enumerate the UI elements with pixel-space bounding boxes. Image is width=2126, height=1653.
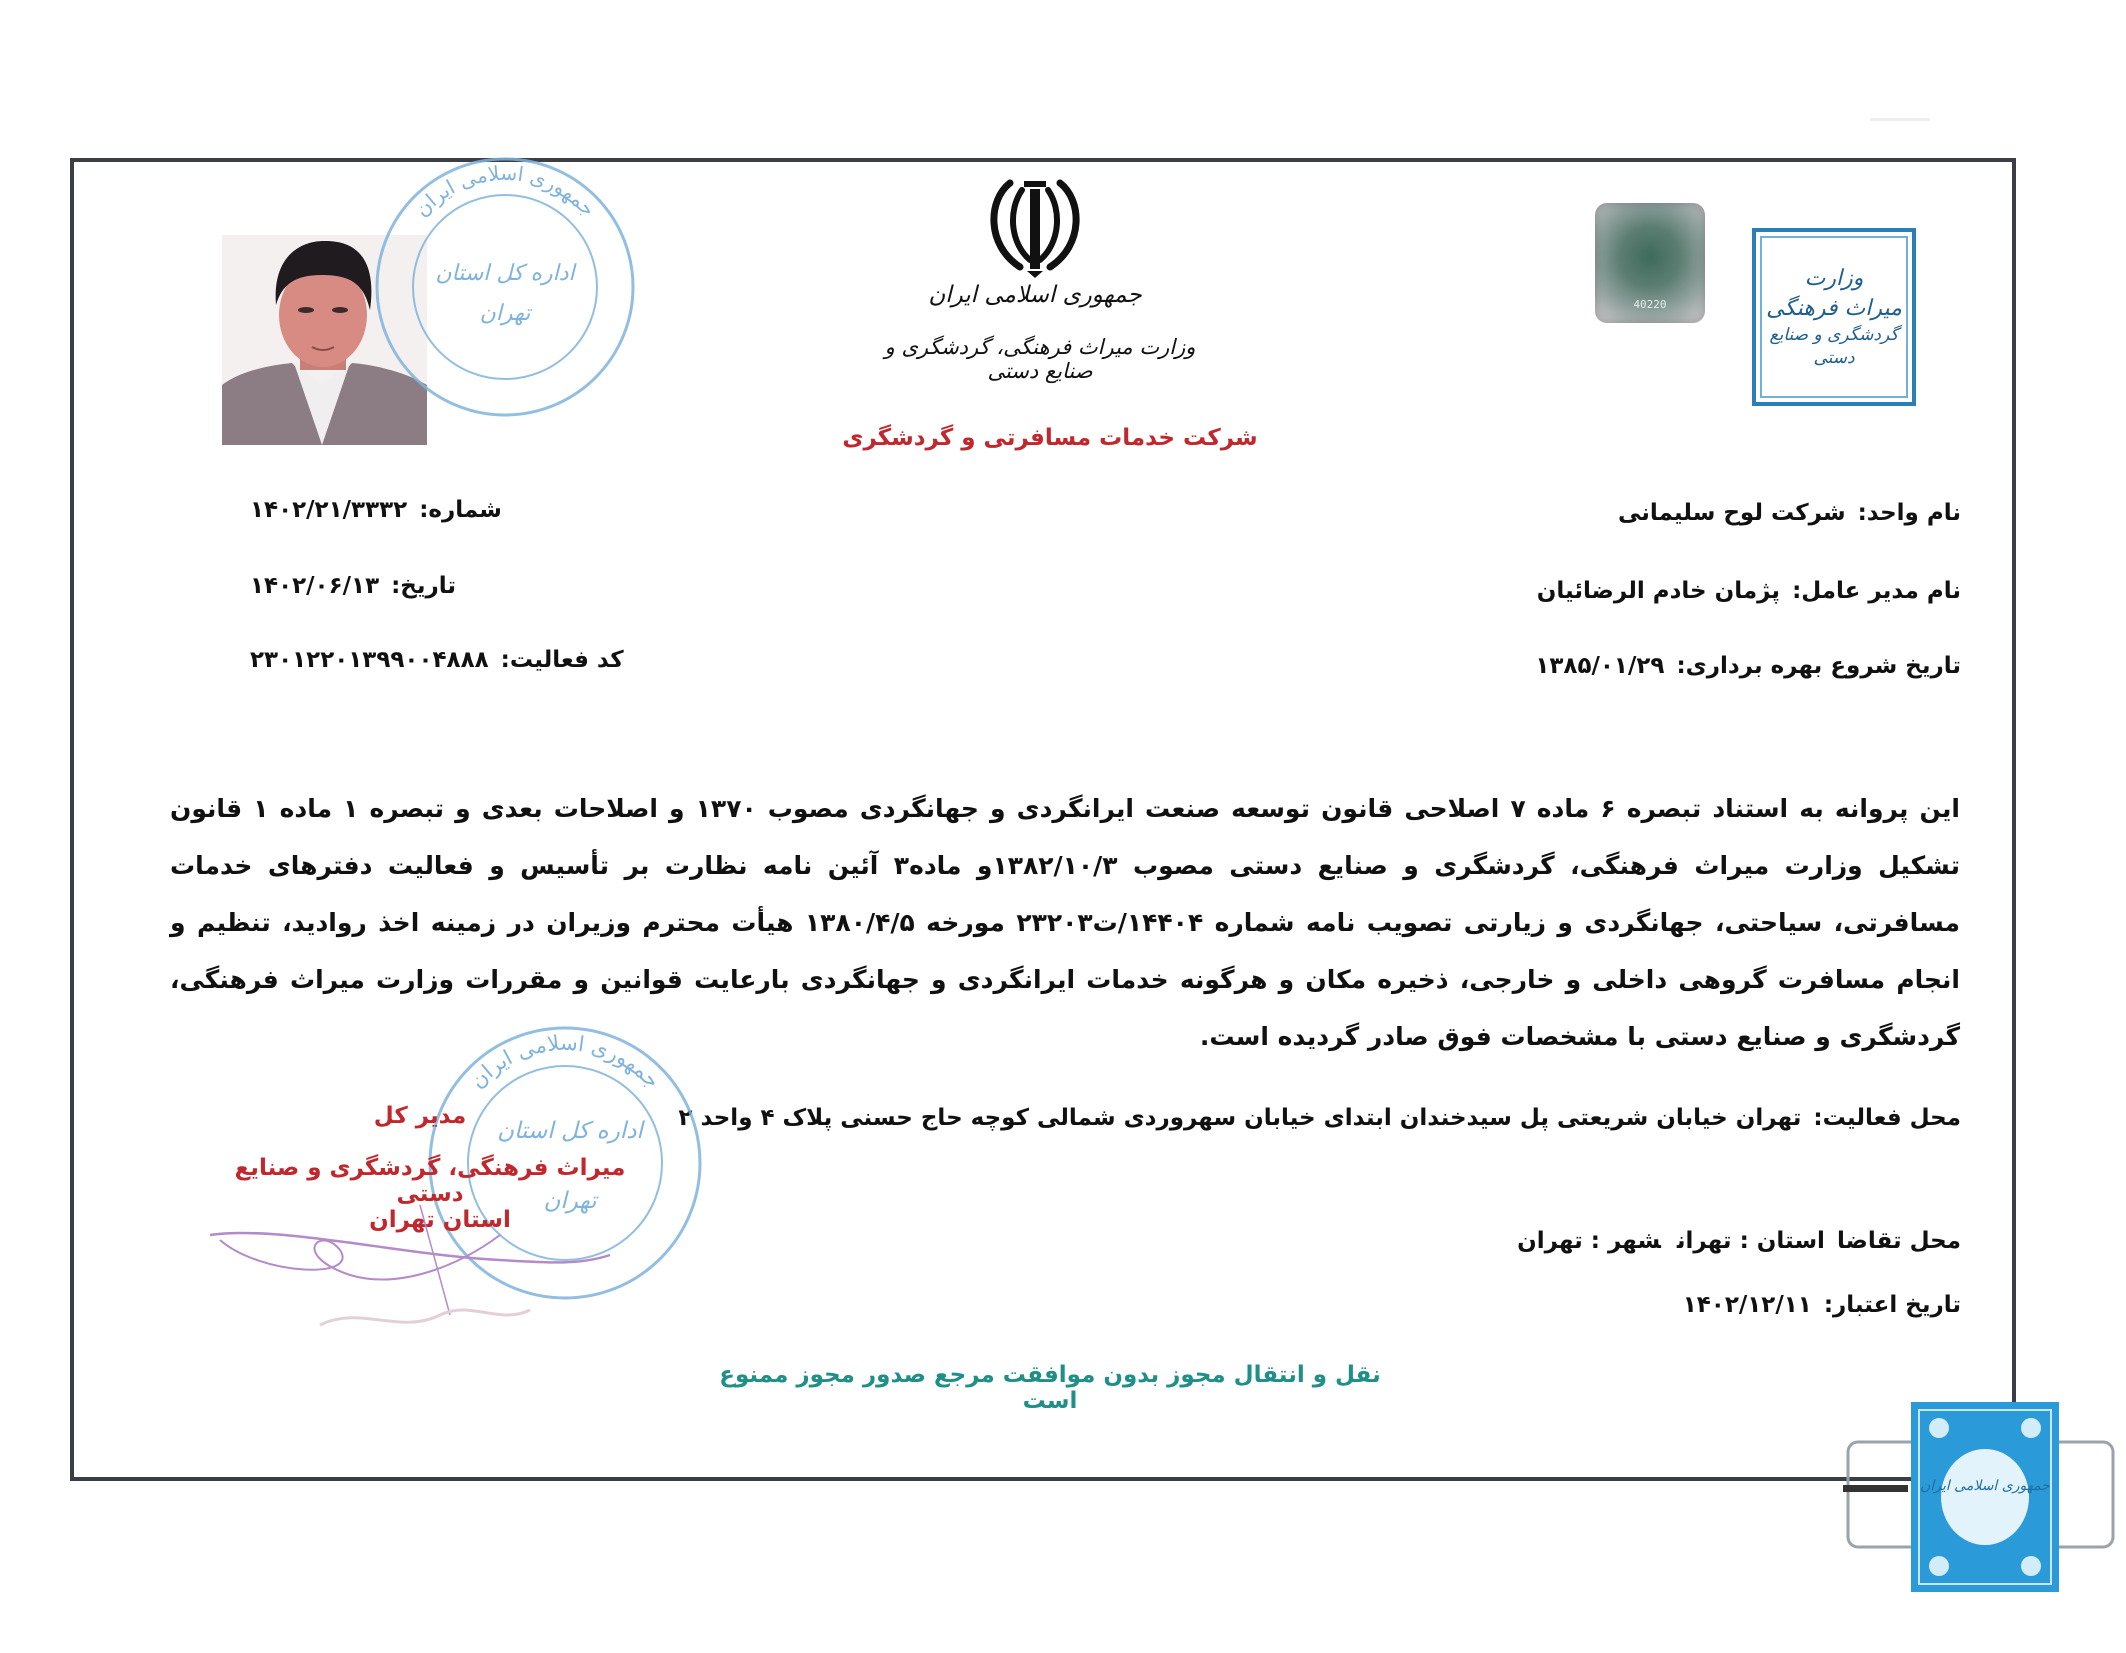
- start-date-label: تاریخ شروع بهره برداری:: [1676, 653, 1961, 679]
- scan-artifact: [1870, 118, 1930, 121]
- unit-name-label: نام واحد:: [1857, 500, 1961, 526]
- activity-code-label: کد فعالیت:: [500, 647, 624, 673]
- hologram-seal-icon: [1595, 203, 1705, 323]
- city-label: شهر :: [1590, 1228, 1661, 1254]
- stamp-inner-text: اداره کل استان: [435, 261, 575, 286]
- revenue-stamp-icon: [1843, 1380, 2123, 1610]
- request-place-label: محل تقاضا: [1836, 1228, 1961, 1254]
- issue-date-field: [250, 573, 456, 599]
- issue-date-label: تاریخ:: [391, 573, 457, 599]
- ministry-logo-line: گردشگری و صنایع دستی: [1769, 324, 1899, 368]
- ministry-logo: [1752, 228, 1916, 406]
- activity-code-value: ۲۳۰۱۲۲۰۱۳۹۹۰۰۴۸۸۸: [250, 647, 489, 673]
- province-value: تهران: [1676, 1228, 1732, 1254]
- company-type-title: شرکت خدمات مسافرتی و گردشگری: [842, 425, 1258, 451]
- unit-name-field: [1618, 500, 1961, 526]
- license-number-label: شماره:: [419, 497, 502, 523]
- start-date-value: ۱۳۸۵/۰۱/۲۹: [1535, 653, 1665, 679]
- signatory-province: استان تهران: [369, 1207, 511, 1233]
- revenue-stamp-text: جمهوری اسلامی ایران: [1920, 1478, 2050, 1494]
- svg-text:جمهوری اسلامی ایران: [410, 161, 601, 221]
- ministry-logo-line: میراث فرهنگی: [1766, 296, 1902, 322]
- stamp-inner-city: تهران: [479, 301, 531, 326]
- hologram-code: 40220: [1633, 298, 1667, 311]
- stamp-outer-text: جمهوری اسلامی ایران: [465, 1030, 665, 1093]
- license-body-paragraph: این پروانه به استناد تبصره ۶ ماده ۷ اصلاحی قانون توسعه صنعت ایرانگردی و جهانگردی مصوب ۱۳۷۰ و اصلاحات بعدی و تبصره ۱ ماده ۱ قانون تشکیل وزارت میراث فرهنگی، گردشگری و صنایع دستی مصوب ۱۳۸۲/۱۰/۳و ماده۳ آئین نامه نظارت بر تأسیس و فعالیت دفترهای خدمات مسافرتی، سیاحتی، جهانگردی و زیارتی تصویب نامه شماره ۱۴۴۰۴/ت۲۳۲۰۳ مورخه ۱۳۸۰/۴/۵ هیأت محترم وزیران در زمینه اخذ روادید، تنظیم و انجام مسافرت گروهی داخلی و خارجی، ذخیره مکان و هرگونه خدمات ایرانگردی و جهانگردی بارعایت قوانین و مقررات وزارت میراث فرهنگی، گردشگری و صنایع دستی با مشخصات فوق صادر گردیده است.: [170, 794, 1960, 1051]
- validity-date-label: تاریخ اعتبار:: [1823, 1292, 1961, 1318]
- province-label: استان :: [1739, 1228, 1825, 1254]
- start-date-field: [1535, 653, 1961, 679]
- stamp-outer-text: جمهوری اسلامی ایران: [409, 160, 601, 222]
- activity-place-field: [678, 1105, 1961, 1131]
- validity-date-value: ۱۴۰۲/۱۲/۱۱: [1682, 1292, 1812, 1318]
- activity-place-value: تهران خیابان شریعتی پل سیدخندان ابتدای خیابان سهروردی شمالی کوچه حاج حسنی پلاک ۴ واحد ۲: [678, 1105, 1802, 1131]
- manager-name-label: نام مدیر عامل:: [1792, 578, 1961, 604]
- stamp-inner-text: اداره کل استان: [497, 1118, 643, 1144]
- stamp-inner-city: تهران: [543, 1188, 597, 1214]
- ministry-name: وزارت میراث فرهنگی، گردشگری و صنایع دستی: [884, 335, 1196, 383]
- activity-code-field: [250, 647, 624, 673]
- manager-name-field: [1537, 578, 1961, 604]
- manager-name-value: پژمان خادم الرضائیان: [1536, 578, 1781, 604]
- transfer-warning: نقل و انتقال مجوز بدون موافقت مرجع صدور مجوز ممنوع است: [719, 1362, 1381, 1414]
- request-place-field: [1517, 1228, 1961, 1254]
- signatory-department: میراث فرهنگی، گردشگری و صنایع دستی: [234, 1155, 626, 1207]
- country-name: جمهوری اسلامی ایران: [928, 282, 1142, 308]
- issue-date-value: ۱۴۰۲/۰۶/۱۳: [250, 573, 380, 599]
- unit-name-value: شرکت لوح سلیمانی: [1617, 500, 1846, 526]
- license-number-value: ۱۴۰۲/۲۱/۳۳۳۲: [250, 497, 408, 523]
- official-stamp-top-icon: [368, 150, 643, 425]
- svg-text:جمهوری اسلامی ایران: [465, 1031, 664, 1093]
- license-number-field: [250, 497, 502, 523]
- city-value: تهران: [1517, 1228, 1583, 1254]
- iran-emblem-icon: [980, 175, 1090, 280]
- ministry-logo-line: وزارت: [1804, 266, 1864, 292]
- activity-place-label: محل فعالیت:: [1813, 1105, 1961, 1131]
- validity-date-field: [1683, 1292, 1961, 1318]
- signatory-title: مدیر کل: [373, 1103, 467, 1129]
